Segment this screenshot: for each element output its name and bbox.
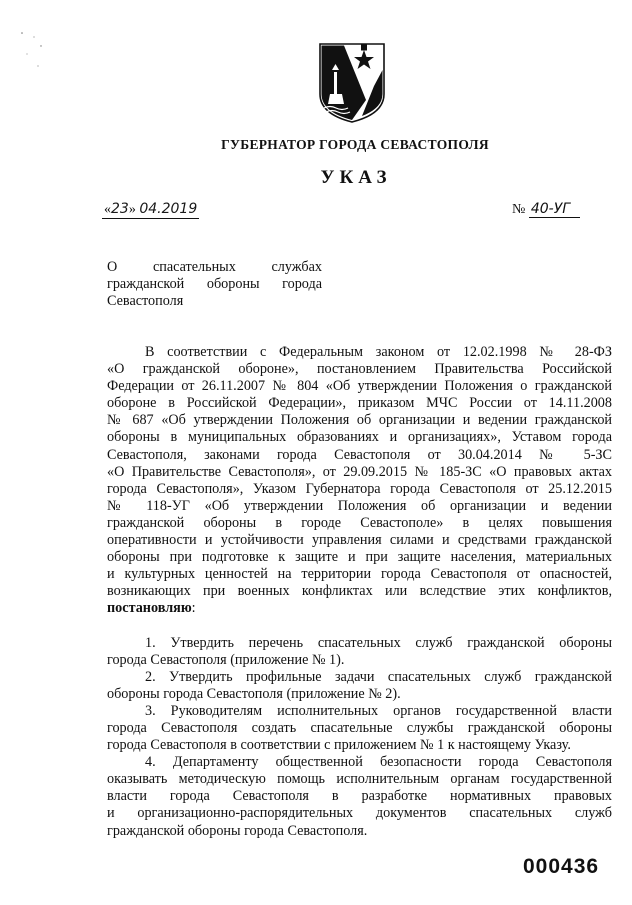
preamble-line: города Севастополя», Указом Губернатора города Севастополя от 25.12.2015 bbox=[107, 480, 612, 497]
item-1-line: города Севастополя (приложение № 1). bbox=[107, 651, 345, 668]
preamble-line: гражданской обороны в городе Севастополе» в целях повышения bbox=[107, 514, 612, 531]
preamble-line: Федерации от 26.11.2007 № 804 «Об утверждении Положения о гражданской bbox=[107, 378, 612, 395]
date-open-quote: « bbox=[104, 202, 111, 217]
item-1-line: 1. Утвердить перечень спасательных служб гражданской обороны bbox=[145, 634, 612, 651]
item-4-line: и организационно-распорядительных документов спасательных служб bbox=[107, 805, 612, 822]
decree-subject bbox=[107, 259, 322, 310]
preamble-line: обороны в муниципальных образованиях и организациях», Уставом города bbox=[107, 429, 612, 446]
preamble-line: Севастополя, законами города Севастополя от 30.04.2014 № 5-ЗС bbox=[107, 446, 612, 463]
serial-number: 000436 bbox=[523, 855, 600, 878]
preamble-line: «О гражданской обороне», постановлением Правительства Российской bbox=[107, 361, 612, 378]
item-2-line: обороны города Севастополя (приложение № 2). bbox=[107, 685, 401, 702]
scan-specks bbox=[18, 28, 68, 73]
subject-line-2: гражданской обороны города bbox=[107, 276, 322, 292]
resolve-colon: : bbox=[191, 600, 196, 617]
resolve-line bbox=[107, 600, 612, 617]
preamble-line: обороне в Российской Федерации», приказом МЧС России от 14.11.2008 bbox=[107, 395, 612, 412]
item-3-line: города Севастополя создать спасательные службы гражданской обороны bbox=[107, 719, 612, 736]
number-prefix: № bbox=[512, 202, 526, 217]
item-4-line: 4. Департаменту общественной безопасности города Севастополя bbox=[145, 754, 612, 771]
preamble-line: оперативности и устойчивости управления силами и средствами гражданской bbox=[107, 532, 612, 549]
preamble-line: возникающих при военных конфликтах или вследствие этих конфликтов, bbox=[107, 583, 612, 600]
preamble-line: «О Правительстве Севастополя», от 29.09.2015 № 185-ЗС «О правовых актах bbox=[107, 463, 612, 480]
date-close-quote: » bbox=[128, 202, 136, 217]
paragraph-gap bbox=[107, 618, 612, 635]
preamble-line: № 118-УГ «Об утверждении Положения об организации и ведении bbox=[107, 497, 612, 514]
preamble-line: обороны при подготовке к защите и при защите населения, материальных bbox=[107, 549, 612, 566]
date-day: 23 bbox=[111, 201, 129, 217]
subject-line-1: О спасательных службах bbox=[107, 259, 322, 275]
subject-line-3: Севастополя bbox=[107, 293, 184, 309]
item-4-line: оказывать методическую помощь исполнительным органам государственной bbox=[107, 771, 612, 788]
document-type: УКАЗ bbox=[320, 167, 392, 188]
item-3-line: города Севастополя в соответствии с приложением № 1 к настоящему Указу. bbox=[107, 737, 571, 754]
resolve-word: постановляю bbox=[107, 600, 192, 617]
decree-date bbox=[102, 201, 199, 219]
preamble-line: В соответствии с Федеральным законом от 12.02.1998 № 28-ФЗ bbox=[145, 344, 612, 360]
item-4-line: власти города Севастополя в разработке нормативных правовых bbox=[107, 788, 612, 805]
item-4-line: гражданской обороны города Севастополя. bbox=[107, 822, 368, 839]
number-value: 40-УГ bbox=[529, 201, 580, 218]
decree-number bbox=[512, 201, 580, 218]
decree-body bbox=[107, 344, 612, 840]
preamble-line: № 687 «Об утверждении Положения об организации и ведении гражданской bbox=[107, 412, 612, 429]
org-title: ГУБЕРНАТОР ГОРОДА СЕВАСТОПОЛЯ bbox=[221, 137, 489, 152]
preamble-line: и культурных ценностей на территории города Севастополя от опасностей, bbox=[107, 566, 612, 583]
item-3-line: 3. Руководителям исполнительных органов государственной власти bbox=[145, 702, 612, 719]
date-underline bbox=[102, 201, 199, 219]
item-2-line: 2. Утвердить профильные задачи спасательных служб гражданской bbox=[145, 668, 612, 685]
date-rest: 04.2019 bbox=[139, 201, 198, 217]
coat-of-arms-emblem bbox=[318, 42, 386, 124]
